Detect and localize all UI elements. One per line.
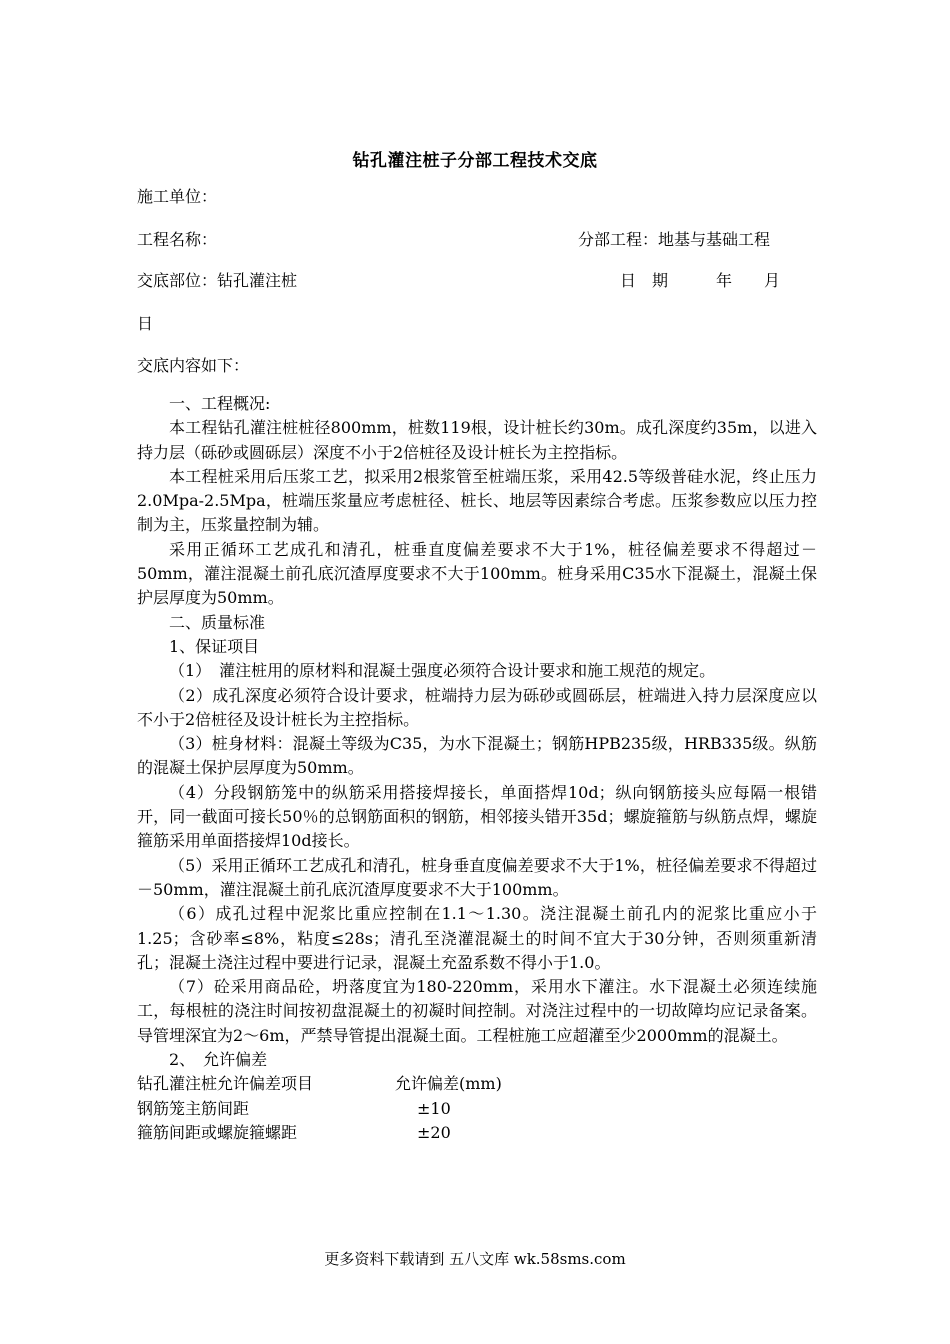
guarantee-heading: 1、保证项目 <box>169 636 260 656</box>
guarantee-item-4: （4）分段钢筋笼中的纵筋采用搭接焊接长，单面搭焊10d；纵向钢筋接头应每隔一根错开，同一截面可接长50％的总钢筋面积的钢筋，相邻接头错开35d；螺旋箍筋与纵筋点焊，螺旋箍筋采用单面搭接焊10d接长。 <box>137 782 817 851</box>
table-cell-tolerance: ±20 <box>417 1122 451 1142</box>
construction-unit-label: 施工单位： <box>137 187 218 206</box>
overview-paragraph-1: 本工程钻孔灌注桩桩径800mm，桩数119根，设计桩长约30m。成孔深度约35m，以进入持力层（砾砂或圆砾层）深度不小于2倍桩径及设计桩长为主控指标。 <box>137 418 817 462</box>
date-day-label: 日 <box>137 314 154 333</box>
guarantee-item-1: （1） 灌注桩用的原材料和混凝土强度必须符合设计要求和施工规范的规定。 <box>169 661 716 681</box>
table-header-tolerance: 允许偏差(mm) <box>395 1074 502 1094</box>
guarantee-item-5: （5）采用正循环工艺成孔和清孔，桩身垂直度偏差要求不大于1%，桩径偏差要求不得超过－50mm，灌注混凝土前孔底沉渣厚度要求不大于100mm。 <box>137 855 817 899</box>
disclosure-part-label: 交底部位：钻孔灌注桩 <box>137 271 298 290</box>
table-row <box>137 1121 817 1145</box>
document-body <box>137 392 817 1145</box>
table-cell-item: 钢筋笼主筋间距 <box>137 1098 250 1118</box>
guarantee-item-6: （6）成孔过程中泥浆比重应控制在1.1～1.30。浇注混凝土前孔内的泥浆比重应小于1.25；含砂率≤8%，粘度≤28s；清孔至浇灌混凝土的时间不宜大于30分钟，否则须重新清孔；混凝土浇注过程中要进行记录，混凝土充盈系数不得小于1.0。 <box>137 904 817 972</box>
footer-note: 更多资料下载请到 五八文库 wk.58sms.com <box>324 1250 626 1268</box>
tolerance-heading: 2、 允许偏差 <box>169 1050 268 1070</box>
document-title: 钻孔灌注桩子分部工程技术交底 <box>352 151 598 171</box>
table-header-item: 钻孔灌注桩允许偏差项目 <box>137 1074 314 1094</box>
overview-heading: 一、工程概况: <box>169 394 271 413</box>
guarantee-item-7: （7）砼采用商品砼，坍落度宜为180-220mm，采用水下灌注。水下混凝土必须连续施工，每根桩的浇注时间按初盘混凝土的初凝时间控制。对浇注过程中的一切故障均应记录备案。导管埋深宜为2～6m，严禁导管提出混凝土面。工程桩施工应超灌至少2000mm的混凝土。 <box>137 977 817 1045</box>
table-row <box>137 1097 817 1121</box>
project-name-label: 工程名称： <box>137 230 218 249</box>
sub-project-label: 分部工程：地基与基础工程 <box>578 230 771 249</box>
overview-paragraph-3: 采用正循环工艺成孔和清孔，桩垂直度偏差要求不大于1%，桩径偏差要求不得超过－50mm，灌注混凝土前孔底沉渣厚度要求不大于100mm。桩身采用C35水下混凝土，混凝土保护层厚度为50mm。 <box>137 539 817 608</box>
table-cell-tolerance: ±10 <box>417 1098 451 1118</box>
guarantee-item-2: （2）成孔深度必须符合设计要求，桩端持力层为砾砂或圆砾层，桩端进入持力层深度应以不小于2倍桩径及设计桩长为主控指标。 <box>137 685 817 729</box>
overview-paragraph-2: 本工程桩采用后压浆工艺，拟采用2根浆管至桩端压浆，采用42.5等级普硅水泥，终止压力2.0Mpa-2.5Mpa，桩端压浆量应考虑桩径、桩长、地层等因素综合考虑。压浆参数应以压力控制为主，压浆量控制为辅。 <box>137 466 817 535</box>
guarantee-item-3: （3）桩身材料：混凝土等级为C35，为水下混凝土；钢筋HPB235级，HRB335级。纵筋的混凝土保护层厚度为50mm。 <box>137 734 817 778</box>
quality-heading: 二、质量标准 <box>169 612 266 632</box>
tolerance-table-header <box>137 1072 817 1096</box>
date-label: 日 期 年 月 <box>620 271 781 290</box>
table-cell-item: 箍筋间距或螺旋箍螺距 <box>137 1122 298 1142</box>
content-intro: 交底内容如下： <box>137 356 250 375</box>
